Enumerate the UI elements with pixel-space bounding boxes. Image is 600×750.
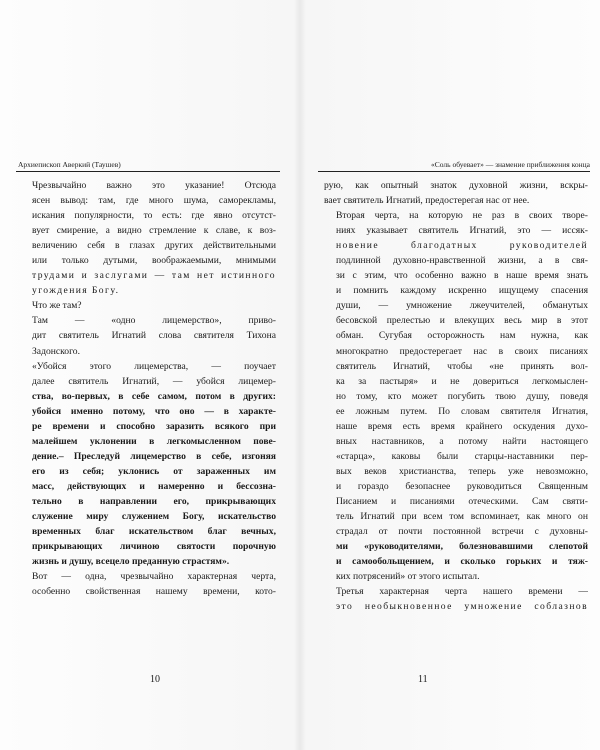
text-line: Задонского. xyxy=(32,345,80,357)
right-page-number: 11 xyxy=(418,674,428,685)
left-running-head: Архиепископ Аверкий (Таушев) xyxy=(18,160,121,169)
text-line: подлинной духовно-нравственной жизни, а в свя- xyxy=(336,255,588,267)
paragraph xyxy=(324,584,588,614)
text-line: жизнь и душу, всецело преданную страстям». xyxy=(32,556,230,568)
right-page xyxy=(300,0,600,750)
text-line: далее святитель Игнатий, — убойся лицемер- xyxy=(32,375,276,387)
text-line: святитель Игнатий, чтобы «не принять вол- xyxy=(336,360,588,372)
text-line: угождения Богу. xyxy=(32,285,120,297)
text-line: ясен вывод: там, где много шума, саморекламы, xyxy=(32,195,276,207)
text-line: Вот — одна, чрезвычайно характерная черта, xyxy=(32,571,276,583)
text-line: «Убойся этого лицемерства, — поучает xyxy=(32,360,276,372)
text-line: обман. Сугубая осторожность нам нужна, как xyxy=(336,330,588,342)
paragraph xyxy=(20,178,276,298)
text-line: ниях указывает святитель Игнатий, это — иссяк- xyxy=(336,225,588,237)
text-line: вает святитель Игнатий, предостерегая нас от нее. xyxy=(324,195,530,207)
text-line: это необыкновенное умножение соблазнов xyxy=(336,601,588,613)
text-line: ка за пастыря» и не довериться легкомыслен- xyxy=(336,375,588,387)
text-line: новение благодатных руководителей xyxy=(336,240,588,252)
text-line: прикрывающих личиною святости порочную xyxy=(32,541,276,553)
text-line: наше время есть время крайнего оскудения духо- xyxy=(336,420,588,432)
text-line: служение миру служением Богу, искательство xyxy=(32,511,276,523)
text-line: малейшем уклонении в легкомысленном пове- xyxy=(32,435,276,447)
text-line: вных наставников, а потому найти настоящего xyxy=(336,435,588,447)
text-line: Что же там? xyxy=(32,300,82,312)
text-line: ее ложным путем. По словам святителя Игнатия, xyxy=(336,405,588,417)
text-line: «старца», каковы были старцы-наставники пер- xyxy=(336,450,588,462)
text-line: и самообольщением, и сколько горьких и тяж- xyxy=(336,556,588,568)
right-running-head: «Соль обуевает» — знамение приближения конца xyxy=(431,160,590,169)
right-page-text xyxy=(324,178,588,614)
text-line: дение.– Преследуй лицемерство в себе, изгоняя xyxy=(32,450,276,462)
text-line: ких потрясений» от этого испытал. xyxy=(336,571,480,583)
text-line: тель Игнатий при всем том вспоминает, как много он xyxy=(336,511,588,523)
text-line: ства, во-первых, в себе самом, потом в других: xyxy=(32,390,276,402)
text-line: бесовской прелестью и влекущих весь мир в этот xyxy=(336,315,588,327)
text-line: дит святитель Игнатий слова святителя Тихона xyxy=(32,330,276,342)
text-line: зи с этим, что особенно важно в наше время знать xyxy=(336,270,588,282)
text-line: Третья характерная черта нашего времени — xyxy=(336,586,588,598)
text-line: рую, как опытный знаток духовной жизни, вскры- xyxy=(324,180,588,191)
text-line: Чрезвычайно важно это указание! Отсюда xyxy=(32,180,276,191)
text-line: убойся именно потому, что оно — в характе- xyxy=(32,405,276,417)
text-line: вых веков христианства, теперь уже невозможно, xyxy=(336,465,588,477)
paragraph xyxy=(20,313,276,358)
right-head-rule xyxy=(318,171,590,172)
paragraph xyxy=(324,208,588,584)
text-line: и гораздо безопаснее руководиться Священным xyxy=(336,480,588,492)
text-line: вует смирение, а видно стремление к славе, к воз- xyxy=(32,225,276,237)
text-line: Там — «одно лицемерство», приво- xyxy=(32,315,276,327)
text-line: или только дутыми, воображаемыми, мнимыми xyxy=(32,255,276,267)
text-line: души, — умножение лжеучителей, обманутых xyxy=(336,300,588,312)
text-line: масс, действующих и намеренно и бессозна- xyxy=(32,480,276,492)
text-line: и помнить каждому искренно ищущему спасения xyxy=(336,285,588,297)
text-line: временных благ искательством благ вечных, xyxy=(32,526,276,538)
text-line: ми «руководителями, болезновавшими слепотой xyxy=(336,541,588,553)
text-line: величению себя в глазах других действительными xyxy=(32,240,276,252)
left-page-text xyxy=(20,178,276,599)
text-line: трудами и заслугами — там нет истинного xyxy=(32,270,276,282)
text-line: тельно в направлении его, прикрывающих xyxy=(32,495,276,507)
paragraph xyxy=(20,359,276,570)
paragraph xyxy=(20,569,276,599)
left-page-number: 10 xyxy=(150,674,160,685)
text-line: многократно предостерегает нас в своих писаниях xyxy=(336,345,588,357)
text-line: ре времени и способно заразить всякого при xyxy=(32,420,276,432)
text-line: Писанием и писаниями отеческими. Сам святи- xyxy=(336,495,588,507)
text-line: но тому, кто может погубить твою душу, поведя xyxy=(336,390,588,402)
paragraph xyxy=(20,298,276,313)
left-head-rule xyxy=(16,171,280,172)
paragraph xyxy=(324,178,588,208)
text-line: особенно свойственная нашему времени, кото- xyxy=(32,586,276,598)
text-line: искания популярности, то есть: где явно отсутст- xyxy=(32,210,276,222)
text-line: его из себя; уклонись от зараженных им xyxy=(32,465,276,477)
text-line: Вторая черта, на которую не раз в своих творе- xyxy=(336,210,588,222)
text-line: страдал от почти постоянной встречи с духовны- xyxy=(336,526,588,538)
